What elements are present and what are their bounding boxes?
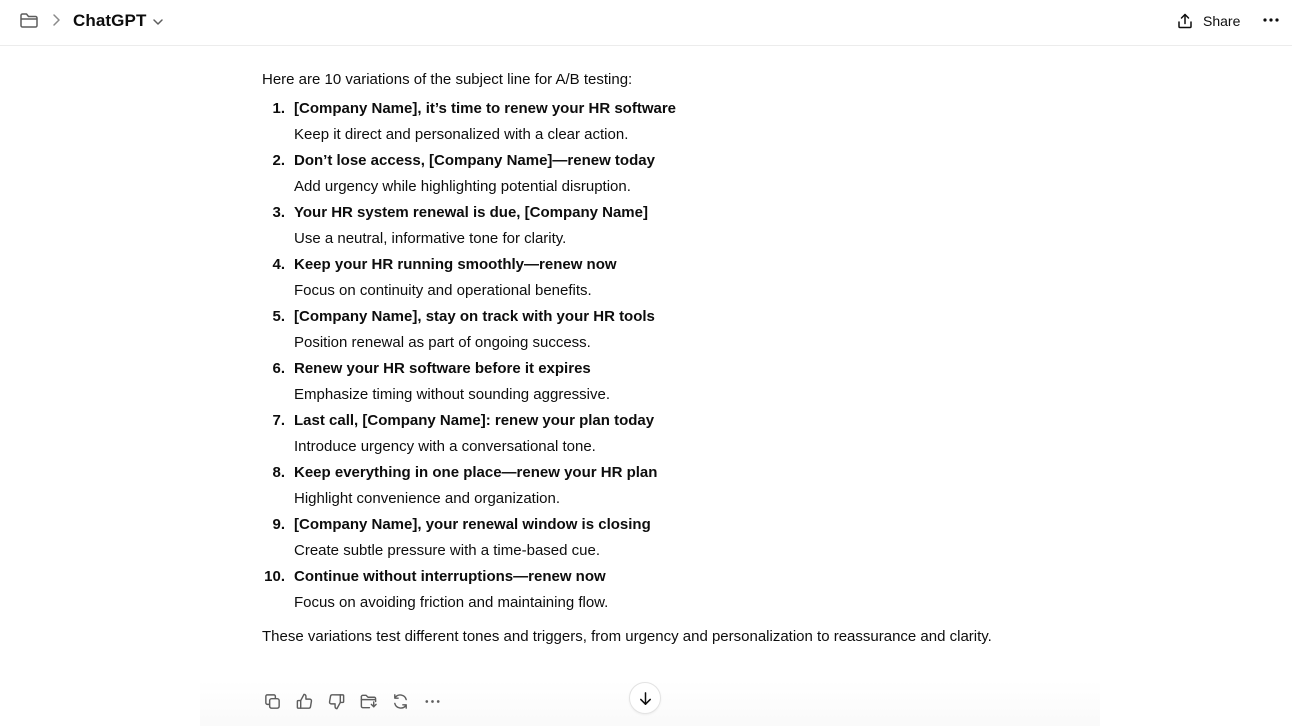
list-item-number: 8. — [272, 464, 285, 481]
variation-list — [262, 96, 1002, 616]
app-title: ChatGPT — [73, 11, 147, 30]
list-item-subject-line: [Company Name], it’s time to renew your HR software — [294, 100, 677, 117]
thumbs-down-icon — [327, 692, 346, 711]
list-item-description: Use a neutral, informative tone for clarity. — [294, 230, 567, 247]
list-item-subject-line: Last call, [Company Name]: renew your plan today — [294, 412, 655, 429]
save-to-folder-button[interactable] — [358, 691, 378, 711]
list-item-number: 9. — [272, 516, 285, 533]
list-item-number: 1. — [272, 100, 285, 117]
more-actions-button[interactable] — [422, 691, 442, 711]
list-item — [262, 96, 1002, 148]
list-item-subject-line: Your HR system renewal is due, [Company Name] — [294, 204, 648, 221]
list-item — [262, 564, 1002, 616]
list-item-description: Introduce urgency with a conversational tone. — [294, 438, 596, 455]
scroll-to-bottom-button[interactable] — [629, 682, 661, 714]
list-item — [262, 460, 1002, 512]
share-icon — [1176, 12, 1194, 30]
list-item — [262, 304, 1002, 356]
list-item — [262, 148, 1002, 200]
list-item-number: 5. — [272, 308, 285, 325]
list-item-number: 10. — [264, 568, 285, 585]
chevron-right-icon — [49, 12, 63, 28]
list-item-subject-line: Don’t lose access, [Company Name]—renew today — [294, 152, 655, 169]
regenerate-button[interactable] — [390, 691, 410, 711]
regenerate-icon — [391, 692, 410, 711]
copy-icon — [263, 692, 282, 711]
share-label: Share — [1203, 13, 1241, 29]
list-item — [262, 356, 1002, 408]
share-button[interactable] — [1176, 8, 1240, 34]
list-item-subject-line: Keep everything in one place—renew your HR plan — [294, 464, 658, 481]
copy-button[interactable] — [262, 691, 282, 711]
good-response-button[interactable] — [294, 691, 314, 711]
more-horizontal-icon — [423, 692, 442, 711]
list-item-subject-line: Continue without interruptions—renew now — [294, 568, 606, 585]
list-item-description: Focus on continuity and operational benefits. — [294, 282, 592, 299]
message-actions — [262, 690, 454, 712]
arrow-down-icon — [637, 690, 654, 707]
list-item-description: Position renewal as part of ongoing success. — [294, 334, 591, 351]
folder-icon[interactable] — [19, 11, 39, 29]
list-item-number: 4. — [272, 256, 285, 273]
save-to-folder-icon — [359, 692, 378, 711]
message-closing: These variations test different tones and triggers, from urgency and personalization to reassurance and clarity. — [262, 628, 992, 645]
list-item-subject-line: Renew your HR software before it expires — [294, 360, 591, 377]
list-item-description: Emphasize timing without sounding aggressive. — [294, 386, 611, 403]
list-item — [262, 252, 1002, 304]
list-item-subject-line: Keep your HR running smoothly—renew now — [294, 256, 617, 273]
thumbs-up-icon — [295, 692, 314, 711]
list-item — [262, 512, 1002, 564]
more-horizontal-icon — [1259, 9, 1283, 31]
list-item-description: Keep it direct and personalized with a clear action. — [294, 126, 629, 143]
list-item-number: 6. — [272, 360, 285, 377]
list-item-description: Focus on avoiding friction and maintaining flow. — [294, 594, 609, 611]
chevron-down-icon — [151, 15, 165, 29]
list-item-subject-line: [Company Name], stay on track with your HR tools — [294, 308, 655, 325]
top-bar — [0, 0, 1292, 46]
list-item — [262, 200, 1002, 252]
list-item-description: Highlight convenience and organization. — [294, 490, 561, 507]
more-options-button[interactable] — [1259, 9, 1283, 31]
list-item-subject-line: [Company Name], your renewal window is closing — [294, 516, 651, 533]
assistant-message — [262, 67, 1002, 650]
list-item-description: Create subtle pressure with a time-based cue. — [294, 542, 600, 559]
list-item-number: 7. — [272, 412, 285, 429]
message-intro: Here are 10 variations of the subject line for A/B testing: — [262, 71, 633, 88]
list-item-description: Add urgency while highlighting potential disruption. — [294, 178, 631, 195]
model-selector[interactable] — [73, 9, 165, 33]
list-item-number: 3. — [272, 204, 285, 221]
bad-response-button[interactable] — [326, 691, 346, 711]
list-item — [262, 408, 1002, 460]
list-item-number: 2. — [272, 152, 285, 169]
